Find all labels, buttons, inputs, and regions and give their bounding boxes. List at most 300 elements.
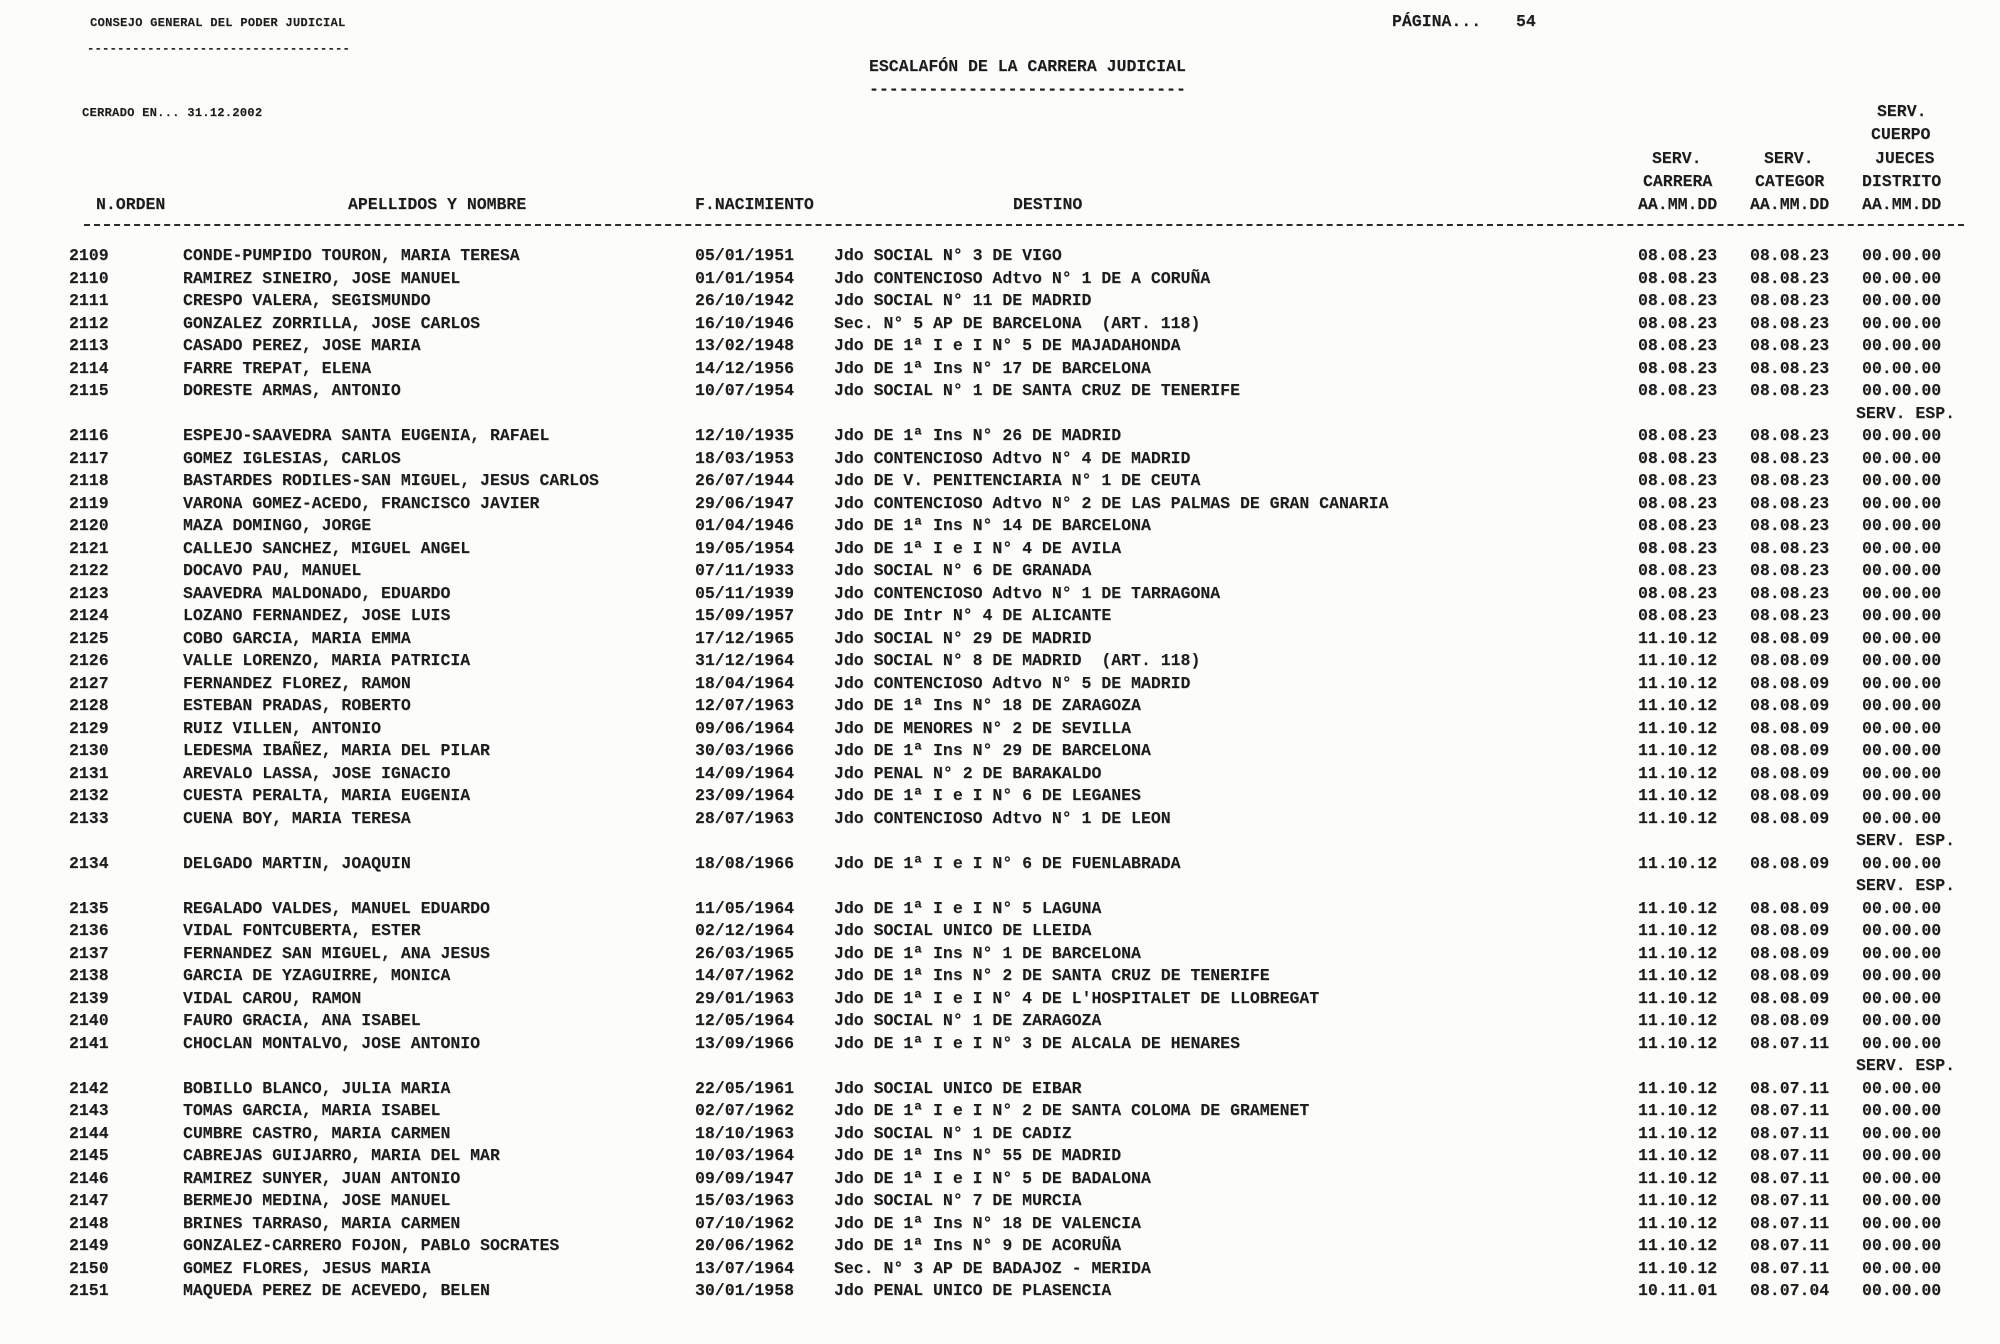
cell-serv-cuerpo: 00.00.00 xyxy=(1862,381,1942,400)
cell-serv-carrera: 11.10.12 xyxy=(1638,921,1718,940)
cell-destino: Jdo SOCIAL UNICO DE LLEIDA xyxy=(834,921,1092,940)
cell-n-orden: 2147 xyxy=(69,1191,109,1210)
cell-nombre: CHOCLAN MONTALVO, JOSE ANTONIO xyxy=(183,1033,481,1053)
cell-serv-categor: 08.08.09 xyxy=(1750,628,1830,648)
cell-nombre: DOCAVO PAU, MANUEL xyxy=(183,561,362,580)
cell-n-orden: 2115 xyxy=(69,381,109,400)
cell-n-orden: 2143 xyxy=(69,1101,109,1120)
cell-serv-cuerpo: 00.00.00 xyxy=(1862,493,1942,513)
cell-nombre: GOMEZ FLORES, JESUS MARIA xyxy=(183,1258,431,1278)
col-serv-categor-line2: CATEGOR xyxy=(1755,172,1825,191)
cell-destino: Sec. N° 5 AP DE BARCELONA (ART. 118) xyxy=(834,313,1201,333)
cell-serv-categor: 08.08.09 xyxy=(1750,921,1830,940)
cell-serv-carrera: 11.10.12 xyxy=(1638,741,1718,760)
cell-serv-cuerpo: 00.00.00 xyxy=(1862,1191,1942,1210)
cell-serv-carrera: 11.10.12 xyxy=(1638,966,1718,985)
cell-nombre: GONZALEZ-CARRERO FOJON, PABLO SOCRATES xyxy=(183,1236,560,1255)
cell-n-orden: 2129 xyxy=(69,718,109,738)
table-row xyxy=(0,1079,2000,1101)
cell-f-nacimiento: 15/03/1963 xyxy=(695,1191,795,1210)
cell-nombre: COBO GARCIA, MARIA EMMA xyxy=(183,628,411,648)
cell-f-nacimiento: 30/01/1958 xyxy=(695,1281,795,1300)
cell-serv-cuerpo: 00.00.00 xyxy=(1862,268,1942,288)
cell-n-orden: 2139 xyxy=(69,988,109,1008)
cell-serv-cuerpo: 00.00.00 xyxy=(1862,1258,1942,1278)
cell-serv-cuerpo: 00.00.00 xyxy=(1862,426,1942,445)
cell-f-nacimiento: 12/10/1935 xyxy=(695,426,795,445)
cell-serv-carrera: 11.10.12 xyxy=(1638,808,1718,828)
col-header-nacimiento: F.NACIMIENTO xyxy=(695,195,814,214)
cell-destino: Jdo DE 1ª I e I N° 6 DE FUENLABRADA xyxy=(834,853,1181,873)
cell-serv-categor: 08.08.23 xyxy=(1750,583,1830,603)
table-row xyxy=(0,1101,2000,1123)
cell-nombre: CASADO PEREZ, JOSE MARIA xyxy=(183,336,421,355)
cell-serv-cuerpo: 00.00.00 xyxy=(1862,1033,1942,1053)
cell-destino: Jdo DE Intr N° 4 DE ALICANTE xyxy=(834,606,1112,625)
table-row xyxy=(0,854,2000,876)
cell-serv-carrera: 11.10.12 xyxy=(1638,1168,1718,1188)
cell-serv-cuerpo: 00.00.00 xyxy=(1862,673,1942,693)
cell-nombre: GARCIA DE YZAGUIRRE, MONICA xyxy=(183,966,451,985)
cell-serv-categor: 08.08.23 xyxy=(1750,471,1830,490)
cell-destino: Jdo DE 1ª I e I N° 6 DE LEGANES xyxy=(834,786,1141,805)
cell-n-orden: 2109 xyxy=(69,246,109,265)
cell-f-nacimiento: 12/07/1963 xyxy=(695,696,795,715)
cell-serv-carrera: 11.10.12 xyxy=(1638,696,1718,715)
cell-destino: Jdo CONTENCIOSO Adtvo N° 1 DE A CORUÑA xyxy=(834,268,1211,288)
cell-serv-categor: 08.07.11 xyxy=(1750,1101,1830,1120)
col-serv-cuerpo-line1: SERV. xyxy=(1877,102,1927,121)
cell-serv-categor: 08.08.09 xyxy=(1750,808,1830,828)
cell-serv-carrera: 08.08.23 xyxy=(1638,246,1718,265)
cell-serv-carrera: 08.08.23 xyxy=(1638,313,1718,333)
table-row xyxy=(0,921,2000,943)
cell-serv-cuerpo: 00.00.00 xyxy=(1862,538,1942,558)
table-row xyxy=(0,629,2000,651)
table-row xyxy=(0,561,2000,583)
cell-serv-categor: 08.08.09 xyxy=(1750,718,1830,738)
cell-destino: Jdo DE 1ª I e I N° 2 DE SANTA COLOMA DE GRAMENET xyxy=(834,1101,1310,1120)
cell-serv-cuerpo: 00.00.00 xyxy=(1862,1078,1942,1098)
cell-f-nacimiento: 14/12/1956 xyxy=(695,358,795,378)
cell-serv-cuerpo: 00.00.00 xyxy=(1862,1011,1942,1030)
cell-f-nacimiento: 15/09/1957 xyxy=(695,606,795,625)
cell-serv-categor: 08.07.11 xyxy=(1750,1123,1830,1143)
cell-serv-cuerpo: 00.00.00 xyxy=(1862,246,1942,265)
table-row xyxy=(0,741,2000,763)
cell-nombre: MAQUEDA PEREZ DE ACEVEDO, BELEN xyxy=(183,1281,490,1300)
cell-serv-categor: 08.07.11 xyxy=(1750,1078,1830,1098)
cell-nombre: BOBILLO BLANCO, JULIA MARIA xyxy=(183,1078,451,1098)
table-row xyxy=(0,719,2000,741)
cell-serv-categor: 08.08.09 xyxy=(1750,1011,1830,1030)
cell-serv-categor: 08.08.09 xyxy=(1750,763,1830,783)
cell-serv-categor: 08.07.11 xyxy=(1750,1236,1830,1255)
cell-f-nacimiento: 30/03/1966 xyxy=(695,741,795,760)
cell-nombre: RAMIREZ SINEIRO, JOSE MANUEL xyxy=(183,268,461,288)
cell-serv-cuerpo: 00.00.00 xyxy=(1862,763,1942,783)
cell-serv-categor: 08.08.23 xyxy=(1750,336,1830,355)
cell-destino: Jdo SOCIAL UNICO DE EIBAR xyxy=(834,1078,1082,1098)
cell-nombre: BRINES TARRASO, MARIA CARMEN xyxy=(183,1213,461,1233)
cell-n-orden: 2146 xyxy=(69,1168,109,1188)
cell-serv-categor: 08.08.09 xyxy=(1750,898,1830,918)
table-row xyxy=(0,584,2000,606)
cell-n-orden: 2118 xyxy=(69,471,109,490)
cell-n-orden: 2150 xyxy=(69,1258,109,1278)
table-row xyxy=(0,336,2000,358)
cell-serv-categor: 08.07.11 xyxy=(1750,1258,1830,1278)
note-serv-esp: SERV. ESP. xyxy=(1856,831,1956,850)
cell-n-orden: 2114 xyxy=(69,358,109,378)
cell-nombre: CABREJAS GUIJARRO, MARIA DEL MAR xyxy=(183,1146,500,1165)
table-row xyxy=(0,1146,2000,1168)
cell-destino: Jdo DE 1ª I e I N° 4 DE AVILA xyxy=(834,538,1122,558)
cell-destino: Jdo SOCIAL N° 8 DE MADRID (ART. 118) xyxy=(834,651,1201,670)
cell-serv-categor: 08.08.23 xyxy=(1750,561,1830,580)
cell-f-nacimiento: 02/12/1964 xyxy=(695,921,795,940)
cell-serv-cuerpo: 00.00.00 xyxy=(1862,696,1942,715)
cell-n-orden: 2116 xyxy=(69,426,109,445)
cell-nombre: GONZALEZ ZORRILLA, JOSE CARLOS xyxy=(183,313,481,333)
cell-destino: Jdo PENAL UNICO DE PLASENCIA xyxy=(834,1281,1112,1300)
cell-serv-categor: 08.08.23 xyxy=(1750,291,1830,310)
cell-serv-cuerpo: 00.00.00 xyxy=(1862,808,1942,828)
cell-f-nacimiento: 28/07/1963 xyxy=(695,808,795,828)
cell-n-orden: 2140 xyxy=(69,1011,109,1030)
cell-serv-cuerpo: 00.00.00 xyxy=(1862,1281,1942,1300)
cell-serv-carrera: 08.08.23 xyxy=(1638,606,1718,625)
cell-n-orden: 2149 xyxy=(69,1236,109,1255)
cell-n-orden: 2138 xyxy=(69,966,109,985)
org-underline: ----------------------------------- xyxy=(87,42,350,56)
cell-n-orden: 2145 xyxy=(69,1146,109,1165)
cell-n-orden: 2121 xyxy=(69,538,109,558)
closed-date: CERRADO EN... 31.12.2002 xyxy=(82,106,263,120)
cell-serv-carrera: 11.10.12 xyxy=(1638,1191,1718,1210)
cell-n-orden: 2151 xyxy=(69,1281,109,1300)
cell-serv-categor: 08.08.23 xyxy=(1750,426,1830,445)
cell-serv-carrera: 08.08.23 xyxy=(1638,471,1718,490)
cell-nombre: ESTEBAN PRADAS, ROBERTO xyxy=(183,696,411,715)
col-serv-carrera-line2: CARRERA xyxy=(1643,172,1713,191)
cell-destino: Jdo DE 1ª Ins N° 14 DE BARCELONA xyxy=(834,516,1151,535)
cell-f-nacimiento: 18/08/1966 xyxy=(695,853,795,873)
cell-nombre: FARRE TREPAT, ELENA xyxy=(183,358,372,378)
cell-destino: Sec. N° 3 AP DE BADAJOZ - MERIDA xyxy=(834,1258,1151,1278)
cell-serv-categor: 08.08.09 xyxy=(1750,673,1830,693)
cell-f-nacimiento: 22/05/1961 xyxy=(695,1078,795,1098)
cell-destino: Jdo SOCIAL N° 1 DE SANTA CRUZ DE TENERIFE xyxy=(834,381,1240,400)
header-separator xyxy=(84,224,1964,226)
cell-destino: Jdo CONTENCIOSO Adtvo N° 1 DE LEON xyxy=(834,808,1171,828)
cell-serv-cuerpo: 00.00.00 xyxy=(1862,718,1942,738)
cell-nombre: VIDAL FONTCUBERTA, ESTER xyxy=(183,921,421,940)
cell-serv-carrera: 11.10.12 xyxy=(1638,1236,1718,1255)
cell-serv-cuerpo: 00.00.00 xyxy=(1862,628,1942,648)
cell-destino: Jdo DE 1ª Ins N° 17 DE BARCELONA xyxy=(834,358,1151,378)
cell-destino: Jdo SOCIAL N° 11 DE MADRID xyxy=(834,291,1092,310)
cell-nombre: VIDAL CAROU, RAMON xyxy=(183,988,362,1008)
cell-destino: Jdo DE 1ª I e I N° 5 DE BADALONA xyxy=(834,1168,1151,1188)
cell-nombre: LOZANO FERNANDEZ, JOSE LUIS xyxy=(183,606,451,625)
cell-nombre: DELGADO MARTIN, JOAQUIN xyxy=(183,853,411,873)
cell-serv-carrera: 11.10.12 xyxy=(1638,898,1718,918)
cell-serv-carrera: 08.08.23 xyxy=(1638,448,1718,468)
cell-f-nacimiento: 17/12/1965 xyxy=(695,628,795,648)
cell-serv-cuerpo: 00.00.00 xyxy=(1862,741,1942,760)
cell-serv-categor: 08.08.23 xyxy=(1750,493,1830,513)
cell-n-orden: 2112 xyxy=(69,313,109,333)
col-header-n-orden: N.ORDEN xyxy=(96,195,166,214)
cell-destino: Jdo PENAL N° 2 DE BARAKALDO xyxy=(834,763,1102,783)
cell-serv-carrera: 08.08.23 xyxy=(1638,336,1718,355)
cell-serv-carrera: 11.10.12 xyxy=(1638,673,1718,693)
cell-n-orden: 2117 xyxy=(69,448,109,468)
cell-destino: Jdo SOCIAL N° 7 DE MURCIA xyxy=(834,1191,1082,1210)
cell-n-orden: 2122 xyxy=(69,561,109,580)
table-row xyxy=(0,381,2000,403)
cell-serv-categor: 08.08.23 xyxy=(1750,538,1830,558)
cell-f-nacimiento: 12/05/1964 xyxy=(695,1011,795,1030)
cell-nombre: FAURO GRACIA, ANA ISABEL xyxy=(183,1011,421,1030)
table-row xyxy=(0,1191,2000,1213)
cell-destino: Jdo CONTENCIOSO Adtvo N° 2 DE LAS PALMAS DE GRAN CANARIA xyxy=(834,493,1389,513)
cell-serv-cuerpo: 00.00.00 xyxy=(1862,291,1942,310)
table-row xyxy=(0,1259,2000,1281)
cell-f-nacimiento: 13/02/1948 xyxy=(695,336,795,355)
note-serv-esp: SERV. ESP. xyxy=(1856,1056,1956,1075)
cell-serv-carrera: 08.08.23 xyxy=(1638,516,1718,535)
cell-f-nacimiento: 11/05/1964 xyxy=(695,898,795,918)
table-row xyxy=(0,314,2000,336)
cell-serv-categor: 08.08.23 xyxy=(1750,516,1830,535)
cell-destino: Jdo SOCIAL N° 1 DE CADIZ xyxy=(834,1123,1072,1143)
note-serv-esp: SERV. ESP. xyxy=(1856,403,1956,423)
col-serv-cuerpo-line4: DISTRITO xyxy=(1862,172,1942,191)
col-serv-categor-line1: SERV. xyxy=(1764,149,1814,168)
cell-destino: Jdo DE 1ª Ins N° 29 DE BARCELONA xyxy=(834,741,1151,760)
cell-f-nacimiento: 13/09/1966 xyxy=(695,1033,795,1053)
cell-nombre: CALLEJO SANCHEZ, MIGUEL ANGEL xyxy=(183,538,471,558)
cell-n-orden: 2144 xyxy=(69,1123,109,1143)
cell-n-orden: 2130 xyxy=(69,741,109,760)
cell-destino: Jdo CONTENCIOSO Adtvo N° 1 DE TARRAGONA xyxy=(834,583,1221,603)
table-row xyxy=(0,426,2000,448)
page-label: PÁGINA... xyxy=(1392,12,1482,31)
cell-serv-carrera: 11.10.12 xyxy=(1638,853,1718,873)
table-row xyxy=(0,449,2000,471)
cell-serv-cuerpo: 00.00.00 xyxy=(1862,1123,1942,1143)
cell-f-nacimiento: 31/12/1964 xyxy=(695,651,795,670)
cell-nombre: FERNANDEZ FLOREZ, RAMON xyxy=(183,673,411,693)
cell-serv-categor: 08.07.11 xyxy=(1750,1213,1830,1233)
table-row xyxy=(0,674,2000,696)
cell-n-orden: 2125 xyxy=(69,628,109,648)
table-row xyxy=(0,1214,2000,1236)
cell-destino: Jdo SOCIAL N° 3 DE VIGO xyxy=(834,246,1062,265)
cell-destino: Jdo DE 1ª Ins N° 9 DE ACORUÑA xyxy=(834,1236,1122,1255)
cell-nombre: FERNANDEZ SAN MIGUEL, ANA JESUS xyxy=(183,943,490,963)
cell-destino: Jdo DE 1ª Ins N° 18 DE ZARAGOZA xyxy=(834,696,1141,715)
cell-destino: Jdo SOCIAL N° 6 DE GRANADA xyxy=(834,561,1092,580)
cell-destino: Jdo DE MENORES N° 2 DE SEVILLA xyxy=(834,718,1132,738)
table-row xyxy=(0,944,2000,966)
cell-serv-cuerpo: 00.00.00 xyxy=(1862,561,1942,580)
cell-serv-categor: 08.08.09 xyxy=(1750,696,1830,715)
cell-serv-carrera: 11.10.12 xyxy=(1638,763,1718,783)
cell-n-orden: 2141 xyxy=(69,1033,109,1053)
cell-n-orden: 2132 xyxy=(69,786,109,805)
cell-nombre: CUENA BOY, MARIA TERESA xyxy=(183,808,411,828)
document-title: ESCALAFÓN DE LA CARRERA JUDICIAL xyxy=(869,57,1186,76)
cell-serv-carrera: 11.10.12 xyxy=(1638,1213,1718,1233)
cell-serv-carrera: 10.11.01 xyxy=(1638,1281,1718,1300)
cell-f-nacimiento: 18/04/1964 xyxy=(695,673,795,693)
cell-serv-carrera: 08.08.23 xyxy=(1638,538,1718,558)
cell-nombre: RUIZ VILLEN, ANTONIO xyxy=(183,718,382,738)
cell-n-orden: 2128 xyxy=(69,696,109,715)
cell-destino: Jdo DE 1ª Ins N° 2 DE SANTA CRUZ DE TENERIFE xyxy=(834,966,1270,985)
cell-serv-categor: 08.08.23 xyxy=(1750,381,1830,400)
cell-destino: Jdo DE 1ª Ins N° 55 DE MADRID xyxy=(834,1146,1122,1165)
cell-nombre: SAAVEDRA MALDONADO, EDUARDO xyxy=(183,583,451,603)
cell-f-nacimiento: 26/03/1965 xyxy=(695,943,795,963)
cell-nombre: MAZA DOMINGO, JORGE xyxy=(183,516,372,535)
table-row xyxy=(0,764,2000,786)
cell-f-nacimiento: 05/11/1939 xyxy=(695,583,795,603)
cell-f-nacimiento: 09/09/1947 xyxy=(695,1168,795,1188)
cell-n-orden: 2134 xyxy=(69,853,109,873)
table-row xyxy=(0,516,2000,538)
cell-serv-categor: 08.08.09 xyxy=(1750,853,1830,873)
cell-serv-categor: 08.08.09 xyxy=(1750,786,1830,805)
cell-f-nacimiento: 29/06/1947 xyxy=(695,493,795,513)
table-row xyxy=(0,1169,2000,1191)
cell-serv-cuerpo: 00.00.00 xyxy=(1862,516,1942,535)
cell-serv-cuerpo: 00.00.00 xyxy=(1862,1213,1942,1233)
col-header-serv-cuerpo: AA.MM.DD xyxy=(1862,195,1942,214)
cell-f-nacimiento: 16/10/1946 xyxy=(695,313,795,333)
cell-f-nacimiento: 14/09/1964 xyxy=(695,763,795,783)
cell-serv-cuerpo: 00.00.00 xyxy=(1862,1168,1942,1188)
cell-nombre: BERMEJO MEDINA, JOSE MANUEL xyxy=(183,1191,451,1210)
cell-destino: Jdo DE 1ª Ins N° 18 DE VALENCIA xyxy=(834,1213,1141,1233)
table-row xyxy=(0,696,2000,718)
cell-serv-carrera: 11.10.12 xyxy=(1638,718,1718,738)
cell-destino: Jdo CONTENCIOSO Adtvo N° 5 DE MADRID xyxy=(834,673,1191,693)
cell-serv-carrera: 11.10.12 xyxy=(1638,1258,1718,1278)
cell-serv-cuerpo: 00.00.00 xyxy=(1862,1101,1942,1120)
cell-destino: Jdo CONTENCIOSO Adtvo N° 4 DE MADRID xyxy=(834,448,1191,468)
serv-esp-note-row xyxy=(0,1056,2000,1078)
cell-n-orden: 2136 xyxy=(69,921,109,940)
col-header-nombre: APELLIDOS Y NOMBRE xyxy=(348,195,527,214)
cell-f-nacimiento: 18/03/1953 xyxy=(695,448,795,468)
cell-f-nacimiento: 07/10/1962 xyxy=(695,1213,795,1233)
cell-f-nacimiento: 23/09/1964 xyxy=(695,786,795,805)
cell-serv-categor: 08.08.09 xyxy=(1750,988,1830,1008)
cell-f-nacimiento: 18/10/1963 xyxy=(695,1123,795,1143)
col-header-destino: DESTINO xyxy=(1013,195,1083,214)
cell-serv-categor: 08.08.09 xyxy=(1750,651,1830,670)
cell-nombre: AREVALO LASSA, JOSE IGNACIO xyxy=(183,763,451,783)
cell-serv-carrera: 08.08.23 xyxy=(1638,291,1718,310)
table-row xyxy=(0,1034,2000,1056)
table-row xyxy=(0,494,2000,516)
table-row xyxy=(0,786,2000,808)
cell-serv-categor: 08.07.11 xyxy=(1750,1146,1830,1165)
cell-destino: Jdo SOCIAL N° 1 DE ZARAGOZA xyxy=(834,1011,1102,1030)
cell-serv-categor: 08.07.11 xyxy=(1750,1191,1830,1210)
cell-serv-carrera: 08.08.23 xyxy=(1638,561,1718,580)
cell-serv-cuerpo: 00.00.00 xyxy=(1862,943,1942,963)
cell-nombre: CUMBRE CASTRO, MARIA CARMEN xyxy=(183,1123,451,1143)
cell-nombre: VARONA GOMEZ-ACEDO, FRANCISCO JAVIER xyxy=(183,493,540,513)
cell-n-orden: 2113 xyxy=(69,336,109,355)
cell-nombre: LEDESMA IBAÑEZ, MARIA DEL PILAR xyxy=(183,741,490,760)
cell-nombre: CUESTA PERALTA, MARIA EUGENIA xyxy=(183,786,471,805)
cell-f-nacimiento: 01/04/1946 xyxy=(695,516,795,535)
cell-f-nacimiento: 26/07/1944 xyxy=(695,471,795,490)
cell-f-nacimiento: 10/03/1964 xyxy=(695,1146,795,1165)
cell-serv-cuerpo: 00.00.00 xyxy=(1862,853,1942,873)
col-header-serv-categor: AA.MM.DD xyxy=(1750,195,1830,214)
cell-destino: Jdo DE 1ª Ins N° 26 DE MADRID xyxy=(834,426,1122,445)
cell-nombre: DORESTE ARMAS, ANTONIO xyxy=(183,381,401,400)
cell-serv-carrera: 08.08.23 xyxy=(1638,358,1718,378)
col-serv-carrera-line1: SERV. xyxy=(1652,149,1702,168)
col-serv-cuerpo-line3: JUECES xyxy=(1875,149,1935,168)
table-row xyxy=(0,899,2000,921)
table-row xyxy=(0,966,2000,988)
cell-serv-categor: 08.07.04 xyxy=(1750,1281,1830,1300)
cell-serv-cuerpo: 00.00.00 xyxy=(1862,898,1942,918)
table-row xyxy=(0,471,2000,493)
serv-esp-note-row xyxy=(0,404,2000,426)
table-row xyxy=(0,1281,2000,1303)
cell-serv-cuerpo: 00.00.00 xyxy=(1862,606,1942,625)
cell-destino: Jdo DE 1ª Ins N° 1 DE BARCELONA xyxy=(834,943,1141,963)
cell-serv-carrera: 11.10.12 xyxy=(1638,988,1718,1008)
table-row xyxy=(0,606,2000,628)
cell-serv-carrera: 11.10.12 xyxy=(1638,651,1718,670)
cell-nombre: CRESPO VALERA, SEGISMUNDO xyxy=(183,291,431,310)
cell-serv-carrera: 08.08.23 xyxy=(1638,426,1718,445)
cell-n-orden: 2135 xyxy=(69,898,109,918)
serv-esp-note-row xyxy=(0,876,2000,898)
cell-destino: Jdo SOCIAL N° 29 DE MADRID xyxy=(834,628,1092,648)
cell-nombre: TOMAS GARCIA, MARIA ISABEL xyxy=(183,1101,441,1120)
cell-n-orden: 2127 xyxy=(69,673,109,693)
cell-n-orden: 2110 xyxy=(69,268,109,288)
cell-f-nacimiento: 09/06/1964 xyxy=(695,718,795,738)
cell-serv-carrera: 11.10.12 xyxy=(1638,1078,1718,1098)
cell-serv-carrera: 11.10.12 xyxy=(1638,1146,1718,1165)
table-row xyxy=(0,1011,2000,1033)
cell-serv-cuerpo: 00.00.00 xyxy=(1862,358,1942,378)
cell-f-nacimiento: 01/01/1954 xyxy=(695,268,795,288)
cell-nombre: REGALADO VALDES, MANUEL EDUARDO xyxy=(183,898,490,918)
table-row xyxy=(0,1124,2000,1146)
cell-serv-cuerpo: 00.00.00 xyxy=(1862,786,1942,805)
cell-serv-categor: 08.08.09 xyxy=(1750,943,1830,963)
cell-serv-carrera: 11.10.12 xyxy=(1638,943,1718,963)
table-row xyxy=(0,989,2000,1011)
cell-f-nacimiento: 10/07/1954 xyxy=(695,381,795,400)
cell-serv-cuerpo: 00.00.00 xyxy=(1862,448,1942,468)
org-title: CONSEJO GENERAL DEL PODER JUDICIAL xyxy=(90,16,346,30)
